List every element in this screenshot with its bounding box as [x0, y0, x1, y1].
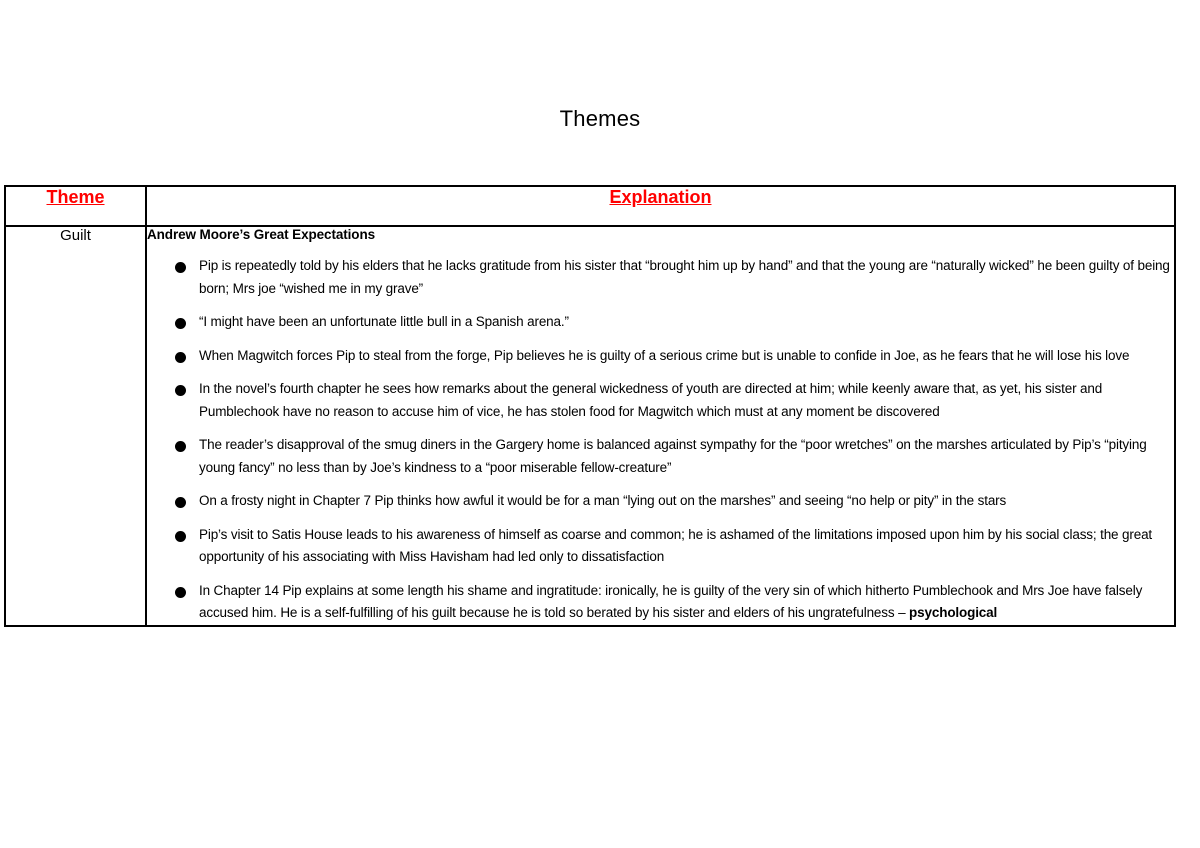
page-title: Themes	[559, 106, 641, 131]
list-item	[147, 311, 1174, 334]
bullet-icon	[175, 318, 186, 329]
bullet-icon	[175, 352, 186, 363]
themes-table	[4, 185, 1176, 627]
list-item-text: On a frosty night in Chapter 7 Pip thinks how awful it would be for a man “lying out on the marshes” and seeing “no help or pity” in the stars	[199, 493, 1007, 508]
theme-name-cell: Guilt	[5, 226, 146, 626]
list-item	[147, 524, 1174, 569]
list-item-text: Pip’s visit to Satis House leads to his awareness of himself as coarse and common; he is ashamed of the limitations imposed upon him by his social class; the great opportunity of his associating with Miss Havisham had led only to dissatisfaction	[199, 526, 1153, 564]
list-item	[147, 580, 1174, 625]
bullet-icon	[175, 531, 186, 542]
explanation-list	[147, 255, 1174, 625]
list-item-text: In Chapter 14 Pip explains at some length his shame and ingratitude: ironically, he is guilty of the very sin of which hitherto Pumblechook and Mrs Joe have falsely accused him. He is a self-fulfilling of his guilt because he is told so berated by his sister and elders of his ungratefulness –	[199, 582, 1143, 620]
list-item	[147, 255, 1174, 300]
list-item-text: In the novel’s fourth chapter he sees how remarks about the general wickedness of youth are directed at him; while keenly aware that, as yet, his sister and Pumblechook have no reason to accuse him of vice, he has stolen food for Magwitch which must at any moment be discovered	[199, 381, 1103, 419]
table-header-row	[5, 186, 1175, 226]
emphasis-text: psychological	[909, 605, 998, 620]
list-item	[147, 345, 1174, 368]
explanation-cell	[146, 226, 1175, 626]
table-row	[5, 226, 1175, 626]
bullet-icon	[175, 497, 186, 508]
bullet-icon	[175, 262, 186, 273]
list-item-text: “I might have been an unfortunate little bull in a Spanish arena.”	[199, 314, 569, 329]
theme-column-header: Theme	[5, 186, 146, 226]
bullet-icon	[175, 441, 186, 452]
list-item-text: The reader’s disapproval of the smug diners in the Gargery home is balanced against sympathy for the “poor wretches” on the marshes articulated by Pip’s “pitying young fancy” no less than by Joe’s kindness to a “poor miserable fellow-creature”	[199, 437, 1147, 475]
list-item-text: Pip is repeatedly told by his elders that he lacks gratitude from his sister that “brought him up by hand” and that the young are “naturally wicked” he been guilty of being born; Mrs joe “wished me in my grave”	[199, 258, 1170, 296]
source-title: Andrew Moore’s Great Expectations	[147, 227, 376, 242]
list-item-text: When Magwitch forces Pip to steal from the forge, Pip believes he is guilty of a serious crime but is unable to confide in Joe, as he fears that he will lose his love	[199, 347, 1130, 363]
list-item	[147, 490, 1174, 513]
bullet-icon	[175, 587, 186, 598]
list-item	[147, 434, 1174, 479]
bullet-icon	[175, 385, 186, 396]
explanation-column-header: Explanation	[146, 186, 1175, 226]
list-item	[147, 378, 1174, 423]
